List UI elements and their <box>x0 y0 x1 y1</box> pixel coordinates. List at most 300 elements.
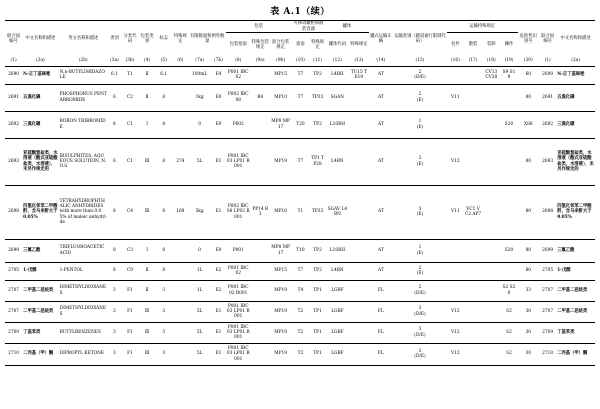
cell-transport-category: 3 (E) <box>393 185 447 239</box>
table-row <box>5 280 595 301</box>
cell-class-code: F1 <box>121 301 139 322</box>
cell-sp-package: V12 <box>447 301 464 322</box>
header-cat: 运输类别（隧道通行限制代码） <box>393 21 447 57</box>
cell-cn-name-repeat: 二丙基（甲）酮 <box>556 343 595 365</box>
cell-tank-code: L4BH <box>326 66 350 84</box>
cell-excepted-qty: E1 <box>211 301 226 322</box>
cell-cn-name-repeat: 二甲基二恶烷类 <box>556 301 595 322</box>
table-row <box>5 322 595 343</box>
cell-pack-instruction: P001 IBC03 LP01 R001 <box>226 322 251 343</box>
cell-class-code: C4 <box>121 185 139 239</box>
cell-en-name: BORON TRIBROMIDE <box>59 111 108 138</box>
cell-un-number-repeat: 2705 <box>539 262 556 280</box>
header-en-name: 英文名称和描述 <box>59 21 108 57</box>
header-tank-group: 可移动罐柜和散装容器 <box>291 21 325 33</box>
cell-sp-operation: S2 <box>500 322 517 343</box>
cell-un-number: 2690 <box>5 66 22 84</box>
cell-transport-category: 2 (D/E) <box>393 66 447 84</box>
column-number: (1) <box>539 57 556 67</box>
cell-special-provision <box>172 322 188 343</box>
cell-class: 6.1 <box>108 66 121 84</box>
header-sp-load: 装卸 <box>486 42 496 48</box>
cell-class-code: F1 <box>121 322 139 343</box>
cell-excepted-qty: E0 <box>211 239 226 262</box>
cell-sp-bulk <box>464 262 482 280</box>
cell-hazard-id: 33 <box>518 280 539 301</box>
cell-mixed-packing: MP8 MP17 <box>270 239 291 262</box>
cell-sp-bulk <box>464 301 482 322</box>
header-lq-eq: 有限数量和例外数量 <box>188 21 226 57</box>
column-number: (17) <box>464 57 482 67</box>
cell-vehicle: AT <box>369 66 394 84</box>
cell-sp-bulk <box>464 322 482 343</box>
cell-mixed-packing: MP19 <box>270 280 291 301</box>
cell-mixed-packing: MP19 <box>270 322 291 343</box>
cell-pack-instruction: P001 IBC02 <box>226 66 251 84</box>
cell-sp-handling <box>482 322 500 343</box>
column-number: (18) <box>482 57 500 67</box>
cell-tank-special <box>349 343 368 365</box>
cell-special-packing: B4 <box>251 84 270 111</box>
cell-transport-category: 3 (D/E) <box>393 301 447 322</box>
cell-excepted-qty: E0 <box>211 84 226 111</box>
cell-limited-qty: 0 <box>188 239 211 262</box>
cell-class-code: T1 <box>121 66 139 84</box>
cell-packing-group: Ⅰ <box>139 111 155 138</box>
cell-packing-group: Ⅲ <box>139 185 155 239</box>
cell-tank-provision: TP1 <box>310 343 326 365</box>
header-pack-sp: 特殊包装规定 <box>251 39 269 50</box>
header-cn-name-2: 中文名称和描述 <box>556 21 595 57</box>
cell-vehicle: AT <box>369 239 394 262</box>
column-number: (2a) <box>22 57 58 67</box>
cell-special-provision <box>172 111 188 138</box>
cell-hazard-id: 60 <box>518 66 539 84</box>
cell-en-name: TETRAHYDROPHTHALIC ANHYDRIDES with more than 0.05% of maleic anhydride <box>59 185 108 239</box>
header-tank-sp: 特殊规定 <box>311 39 325 50</box>
cell-tank-provision: TP2 <box>310 239 326 262</box>
cell-special-packing <box>251 322 270 343</box>
cell-sp-operation: S2 S20 <box>500 280 517 301</box>
cell-sp-package: V12 <box>447 322 464 343</box>
cell-limited-qty: 0 <box>188 111 211 138</box>
cell-un-number-repeat: 2693 <box>539 138 556 185</box>
cell-sp-operation: S2 <box>500 343 517 365</box>
cell-label: 8 <box>155 138 172 185</box>
cell-tank-special: TU15 TE19 <box>349 66 368 84</box>
cell-label: 8 <box>155 239 172 262</box>
column-number: (16) <box>447 57 464 67</box>
cell-tank-special <box>349 322 368 343</box>
cell-special-provision <box>172 280 188 301</box>
cell-tank-instruction: T20 <box>291 111 309 138</box>
cell-label: 8 <box>155 185 172 239</box>
cell-limited-qty: 5L <box>188 138 211 185</box>
cell-pack-instruction: P602 <box>226 111 251 138</box>
column-number-row <box>5 57 595 67</box>
cell-pack-instruction: P001 IBC02 R001 <box>226 280 251 301</box>
cell-cn-name-repeat: 三溴化硼 <box>556 111 595 138</box>
cell-sp-operation <box>500 185 517 239</box>
cell-vehicle: FL <box>369 280 394 301</box>
header-sp-pkg: 包件 <box>451 42 460 48</box>
table-row <box>5 262 595 280</box>
cell-en-name: 1-PENTOL <box>59 262 108 280</box>
cell-cn-name: 三溴化硼 <box>22 111 58 138</box>
cell-sp-operation: S9 S19 <box>500 66 517 84</box>
table-row <box>5 84 595 111</box>
header-sp-group: 运输特殊规定 <box>447 21 518 33</box>
header-label: 标志 <box>155 21 172 57</box>
cell-special-packing <box>251 343 270 365</box>
cell-un-number: 2699 <box>5 239 22 262</box>
cell-en-name: DIMETHYLDIOXANES <box>59 280 108 301</box>
cell-special-provision <box>172 262 188 280</box>
cell-tank-provision: TP2 <box>310 111 326 138</box>
cell-hazard-id: 30 <box>518 322 539 343</box>
cell-cn-name: 四氢化邻苯二甲酸酐，含马来酐大于0.05% <box>22 185 58 239</box>
cell-packing-group: Ⅱ <box>139 262 155 280</box>
table-row <box>5 343 595 365</box>
cell-sp-bulk <box>464 138 482 185</box>
cell-vehicle: AT <box>369 262 394 280</box>
cell-un-number: 2698 <box>5 185 22 239</box>
cell-tank-code: L10BH <box>326 239 350 262</box>
table-row <box>5 239 595 262</box>
table-body <box>5 66 595 365</box>
cell-special-provision: 274 <box>172 138 188 185</box>
header-vehicle: 罐式运输车辆 <box>369 21 394 57</box>
cell-packing-group: Ⅱ <box>139 84 155 111</box>
header-un-2: 联合国编号 <box>539 21 556 57</box>
cell-sp-handling <box>482 185 500 239</box>
cell-sp-handling <box>482 280 500 301</box>
cell-sp-package: V12 <box>447 138 464 185</box>
header-rtank-group: 罐体 <box>326 21 369 33</box>
column-number: (14) <box>369 57 394 67</box>
cell-transport-category: 3 (D/E) <box>393 343 447 365</box>
cell-pack-instruction: P001 IBC02 <box>226 262 251 280</box>
cell-sp-bulk <box>464 239 482 262</box>
cell-cn-name-repeat: 二甲基二恶烷类 <box>556 280 595 301</box>
table-row <box>5 185 595 239</box>
cell-limited-qty: 1L <box>188 280 211 301</box>
table-row <box>5 301 595 322</box>
cell-vehicle: AT <box>369 138 394 185</box>
cell-transport-category: 3 (D/E) <box>393 322 447 343</box>
table-row <box>5 111 595 138</box>
cell-class-code: C1 <box>121 111 139 138</box>
cell-sp-handling: CV13 CV28 <box>482 66 500 84</box>
column-number: (15) <box>393 57 447 67</box>
header-rtank-code: 罐体代码 <box>328 42 346 48</box>
cell-hazard-id: 88 <box>518 239 539 262</box>
cell-pack-instruction: P001 IBC03 LP01 R001 <box>226 343 251 365</box>
cell-limited-qty: 5L <box>188 343 211 365</box>
cell-class: 8 <box>108 239 121 262</box>
header-sp: 特殊规定 <box>172 21 188 57</box>
cell-en-name: PHOSPHORUS PENTABROMIDE <box>59 84 108 111</box>
cell-cn-name-repeat: 三氟乙酸 <box>556 239 595 262</box>
cell-label: 3 <box>155 343 172 365</box>
cell-tank-instruction: T1 <box>291 185 309 239</box>
cell-transport-category: 1 (E) <box>393 111 447 138</box>
column-number: (12) <box>326 57 350 67</box>
cell-hazard-id: 80 <box>518 262 539 280</box>
cell-tank-code: L4BN <box>326 262 350 280</box>
cell-class: 8 <box>108 138 121 185</box>
cell-mixed-packing: MP10 <box>270 185 291 239</box>
cell-sp-handling <box>482 262 500 280</box>
cell-limited-qty: 5L <box>188 322 211 343</box>
table-row <box>5 138 595 185</box>
cell-un-number-repeat: 2709 <box>539 322 556 343</box>
cell-un-number: 2691 <box>5 84 22 111</box>
cell-tank-provision: TP2 <box>310 262 326 280</box>
cell-excepted-qty: E2 <box>211 280 226 301</box>
header-cn-name: 中文名称和描述 <box>22 21 58 57</box>
cell-sp-package <box>447 66 464 84</box>
cell-class-code: F1 <box>121 343 139 365</box>
cell-class: 8 <box>108 84 121 111</box>
cell-tank-instruction: T2 <box>291 301 309 322</box>
cell-sp-bulk <box>464 280 482 301</box>
cell-special-packing <box>251 280 270 301</box>
cell-transport-category: 1 (E) <box>393 239 447 262</box>
cell-tank-code: L10BH <box>326 111 350 138</box>
cell-sp-bulk <box>464 343 482 365</box>
header-un: 联合国编号 <box>5 21 22 57</box>
cell-label: 8 <box>155 262 172 280</box>
cell-hazard-id: 80 <box>518 185 539 239</box>
cell-packing-group: Ⅲ <box>139 322 155 343</box>
cell-class: 3 <box>108 301 121 322</box>
header-sp-op: 操作 <box>504 42 514 48</box>
cell-tank-provision: TP2 <box>310 66 326 84</box>
column-number: (7a) <box>188 57 211 67</box>
cell-tank-code: L4BN <box>326 138 350 185</box>
cell-cn-name-repeat: 五溴化磷 <box>556 84 595 111</box>
cell-sp-handling <box>482 239 500 262</box>
cell-sp-package <box>447 262 464 280</box>
table-title: 表 A.1（续） <box>270 7 330 17</box>
cell-sp-handling <box>482 111 500 138</box>
cell-sp-package <box>447 111 464 138</box>
cell-sp-bulk <box>464 84 482 111</box>
cell-hazard-id: 30 <box>518 301 539 322</box>
cell-tank-code: SGAV L4BN <box>326 185 350 239</box>
cell-cn-name-repeat: 丁基苯类 <box>556 322 595 343</box>
cell-mixed-packing: MP19 <box>270 301 291 322</box>
cell-excepted-qty: E2 <box>211 262 226 280</box>
cell-special-packing <box>251 301 270 322</box>
cell-sp-bulk <box>464 111 482 138</box>
cell-cn-name: 二丙基（甲）酮 <box>22 343 58 365</box>
cell-transport-category: 2 (E) <box>393 262 447 280</box>
cell-label: 8 <box>155 111 172 138</box>
cell-tank-special <box>349 280 368 301</box>
cell-sp-operation: S20 <box>500 111 517 138</box>
cell-en-name: TRIFLUOROACETIC ACID <box>59 239 108 262</box>
cell-label: 3 <box>155 301 172 322</box>
cell-sp-bulk: VC1 VC2 AP7 <box>464 185 482 239</box>
cell-tank-special <box>349 138 368 185</box>
cell-tank-instruction: T2 <box>291 343 309 365</box>
column-number: (7b) <box>211 57 226 67</box>
cell-tank-provision: TP33 <box>310 185 326 239</box>
cell-tank-code: LGBF <box>326 301 350 322</box>
column-number: (10) <box>291 57 309 67</box>
cell-packing-group: Ⅲ <box>139 138 155 185</box>
cell-tank-provision: TP33 <box>310 84 326 111</box>
cell-un-number-repeat: 2710 <box>539 343 556 365</box>
cell-pack-instruction: P002 IBC08 <box>226 84 251 111</box>
cell-en-name: DIMETHYLDIOXANES <box>59 301 108 322</box>
cell-sp-handling <box>482 343 500 365</box>
cell-excepted-qty: E1 <box>211 138 226 185</box>
cell-pack-instruction: P001 IBC03 LP01 R001 <box>226 138 251 185</box>
cell-un-number-repeat: 2691 <box>539 84 556 111</box>
column-number: (8) <box>226 57 251 67</box>
cell-hazard-id: X88 <box>518 111 539 138</box>
cell-tank-instruction: T10 <box>291 239 309 262</box>
cell-vehicle: FL <box>369 343 394 365</box>
cell-special-provision <box>172 66 188 84</box>
cell-sp-package <box>447 280 464 301</box>
column-number: (9b) <box>270 57 291 67</box>
cell-packing-group: Ⅰ <box>139 239 155 262</box>
cell-sp-handling <box>482 84 500 111</box>
cell-pack-instruction: P001 IBC03 LP01 R001 <box>226 301 251 322</box>
cell-tank-code: LGBF <box>326 322 350 343</box>
cell-label: 6.1 <box>155 66 172 84</box>
cell-transport-category: 3 (E) <box>393 138 447 185</box>
cell-special-provision <box>172 84 188 111</box>
cell-cn-name-repeat: 亚硫酸氢盐类，水溶液（酸式亚硫酸盐类，水溶液），未另作规定的 <box>556 138 595 185</box>
header-rtank-sp: 特殊规定 <box>350 42 368 48</box>
cell-un-number-repeat: 2692 <box>539 111 556 138</box>
cell-mixed-packing: MP19 <box>270 343 291 365</box>
cell-tank-instruction: T7 <box>291 138 309 185</box>
cell-mixed-packing: MP15 <box>270 262 291 280</box>
cell-special-provision <box>172 301 188 322</box>
cell-tank-code: LGBF <box>326 343 350 365</box>
cell-en-name: BISULPHITES, AQUEOUS SOLUTION, N.O.S. <box>59 138 108 185</box>
cell-class: 8 <box>108 111 121 138</box>
cell-special-provision <box>172 239 188 262</box>
cell-special-provision: 169 <box>172 185 188 239</box>
cell-cn-name: N-正丁基咪唑 <box>22 66 58 84</box>
dangerous-goods-table <box>5 20 595 366</box>
cell-un-number-repeat: 2707 <box>539 301 556 322</box>
cell-cn-name: 五溴化磷 <box>22 84 58 111</box>
cell-tank-provision: TP1 <box>310 301 326 322</box>
cell-en-name: N,n-BUTYLIMIDAZOLE <box>59 66 108 84</box>
cell-hazard-id: 30 <box>518 343 539 365</box>
cell-tank-provision: TP1 <box>310 322 326 343</box>
cell-class-code: F1 <box>121 280 139 301</box>
cell-tank-provision: TP1 TP28 <box>310 138 326 185</box>
cell-sp-package: V12 <box>447 343 464 365</box>
table-header <box>5 21 595 67</box>
cell-un-number-repeat: 2690 <box>539 66 556 84</box>
cell-limited-qty: 1kg <box>188 84 211 111</box>
cell-tank-special <box>349 239 368 262</box>
cell-transport-category: 2 (E) <box>393 84 447 111</box>
cell-mixed-packing: MP8 MP17 <box>270 111 291 138</box>
column-number: (4) <box>139 57 155 67</box>
cell-excepted-qty: E1 <box>211 322 226 343</box>
cell-un-number: 2709 <box>5 322 22 343</box>
header-mixed: 混合包装规定 <box>271 39 290 50</box>
column-number: (11) <box>310 57 326 67</box>
cell-cn-name-repeat: 四氢化邻苯二甲酸酐，含马来酐大于0.05% <box>556 185 595 239</box>
cell-cn-name: 丁基苯类 <box>22 322 58 343</box>
cell-label: 3 <box>155 322 172 343</box>
cell-mixed-packing: MP10 <box>270 84 291 111</box>
cell-un-number: 2692 <box>5 111 22 138</box>
cell-sp-handling <box>482 301 500 322</box>
cell-mixed-packing: MP15 <box>270 66 291 84</box>
cell-tank-code: LGBF <box>326 280 350 301</box>
cell-sp-bulk <box>464 66 482 84</box>
cell-un-number: 2710 <box>5 343 22 365</box>
cell-vehicle: FL <box>369 322 394 343</box>
header-tank-guide: 指南 <box>296 42 305 48</box>
cell-excepted-qty: E1 <box>211 185 226 239</box>
cell-class-code: C2 <box>121 84 139 111</box>
cell-tank-instruction: T7 <box>291 262 309 280</box>
column-number: (13) <box>349 57 368 67</box>
cell-excepted-qty: E1 <box>211 343 226 365</box>
cell-special-provision <box>172 343 188 365</box>
header-pg: 包装类别 <box>139 21 155 57</box>
cell-class: 8 <box>108 262 121 280</box>
cell-hazard-id: 80 <box>518 138 539 185</box>
column-number: (9a) <box>251 57 270 67</box>
cell-vehicle: AT <box>369 111 394 138</box>
cell-mixed-packing: MP19 <box>270 138 291 185</box>
column-number: (19) <box>500 57 517 67</box>
column-number: (2b) <box>59 57 108 67</box>
cell-sp-package: V11 <box>447 185 464 239</box>
cell-en-name: BUTYLBENZENES <box>59 322 108 343</box>
cell-sp-package <box>447 239 464 262</box>
cell-tank-special <box>349 111 368 138</box>
cell-hazard-id: 80 <box>518 84 539 111</box>
cell-vehicle: FL <box>369 301 394 322</box>
cell-cn-name: 亚硫酸氢盐类，水溶液（酸式亚硫酸盐类，水溶液），未另作规定的 <box>22 138 58 185</box>
cell-un-number: 2693 <box>5 138 22 185</box>
cell-un-number: 2707 <box>5 280 22 301</box>
cell-tank-provision: TP1 <box>310 280 326 301</box>
header-code: 分类代码 <box>121 21 139 57</box>
header-pack-group: 包装 <box>226 21 291 33</box>
cell-vehicle: AT <box>369 84 394 111</box>
header-hin: 危险性识别号 <box>518 21 539 57</box>
cell-un-number: 2705 <box>5 262 22 280</box>
cell-tank-instruction: T4 <box>291 280 309 301</box>
column-number: (3b) <box>121 57 139 67</box>
cell-tank-code: SGAN <box>326 84 350 111</box>
cell-packing-group: Ⅲ <box>139 343 155 365</box>
cell-cn-name-repeat: N-正丁基咪唑 <box>556 66 595 84</box>
cell-un-number-repeat: 2698 <box>539 185 556 239</box>
cell-un-number-repeat: 2699 <box>539 239 556 262</box>
cell-limited-qty: 100mL <box>188 66 211 84</box>
cell-cn-name-repeat: 1-戊醇 <box>556 262 595 280</box>
cell-cn-name: 二甲基二恶烷类 <box>22 280 58 301</box>
